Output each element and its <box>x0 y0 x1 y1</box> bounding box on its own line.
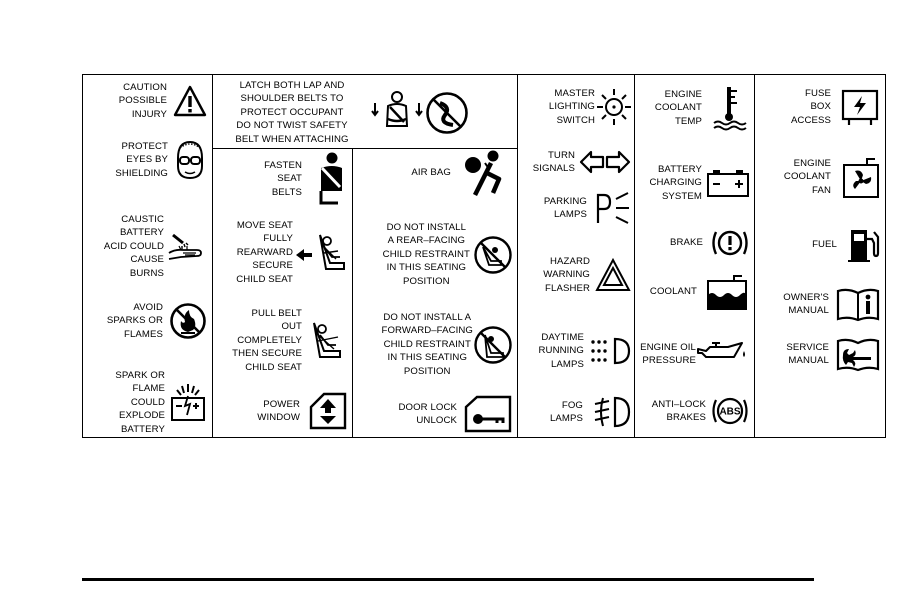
symbol-fuel <box>759 227 881 263</box>
abs-icon <box>710 393 750 429</box>
footer-rule <box>82 578 814 581</box>
engine-coolant-fan-label: ENGINE COOLANT FAN <box>783 157 831 196</box>
column-divider <box>352 149 353 437</box>
fuel-label: FUEL <box>812 239 837 251</box>
parking-lamps-label: PARKING LAMPS <box>543 195 587 220</box>
no-rear-facing-seat-icon <box>473 235 513 275</box>
pull-belt-label: PULL BELT OUT COMPLETELY THEN SECURE CHILD SEAT <box>232 308 302 373</box>
move-seat-label: MOVE SEAT FULLY REARWARD SECURE CHILD SEAT <box>236 220 293 285</box>
symbol-hazard <box>521 255 631 295</box>
symbol-no-forward-facing <box>357 311 513 378</box>
fasten-belts-label: FASTEN SEAT BELTS <box>264 159 302 198</box>
power-window-icon <box>308 391 348 431</box>
brake-label: BRAKE <box>669 237 703 249</box>
symbol-caustic-acid <box>89 213 207 280</box>
symbol-turn-signals <box>521 149 631 176</box>
service-manual-icon <box>835 335 881 373</box>
symbol-chart <box>82 74 886 438</box>
no-rear-facing-label: DO NOT INSTALL A REAR–FACING CHILD RESTRAINT IN THIS SEATING POSITION <box>382 222 470 287</box>
anti-lock-label: ANTI–LOCK BRAKES <box>651 398 706 423</box>
symbol-daytime-lamps <box>521 331 631 371</box>
symbol-caution <box>89 81 207 121</box>
owners-manual-icon <box>835 285 881 323</box>
oil-can-icon <box>696 339 750 369</box>
fog-lamps-label: FOG LAMPS <box>549 399 583 424</box>
turn-signals-label: TURN SIGNALS <box>532 150 575 175</box>
no-forward-facing-label: DO NOT INSTALL A FORWARD–FACING CHILD RESTRAINT IN THIS SEATING POSITION <box>381 312 473 377</box>
symbol-fasten-belts <box>217 151 348 207</box>
door-lock-key-icon <box>463 395 513 433</box>
warning-triangle-icon <box>173 85 207 117</box>
caustic-acid-label: CAUSTIC BATTERY ACID COULD CAUSE BURNS <box>103 214 164 279</box>
symbol-battery-charging <box>638 163 750 203</box>
symbol-fog-lamps <box>521 395 631 429</box>
latch-belts-label: LATCH BOTH LAP AND SHOULDER BELTS TO PROTECT OCCUPANT DO NOT TWIST SAFETY BELT WHEN ATTACHING <box>235 80 349 145</box>
symbol-protect-eyes <box>89 139 207 181</box>
symbol-master-lighting <box>521 87 631 127</box>
symbol-engine-coolant-fan <box>759 155 881 199</box>
abs-icon-text: ABS <box>719 406 741 418</box>
air-bag-icon <box>463 149 513 197</box>
symbol-coolant <box>638 273 750 311</box>
symbol-air-bag <box>357 149 513 197</box>
coolant-label: COOLANT <box>649 286 697 298</box>
fuse-box-label: FUSE BOX ACCESS <box>790 88 831 126</box>
daytime-lamps-label: DAYTIME RUNNING LAMPS <box>538 332 584 370</box>
coolant-temp-icon <box>712 85 750 131</box>
symbol-engine-coolant-temp <box>638 85 750 131</box>
door-lock-label: DOOR LOCK UNLOCK <box>398 401 457 426</box>
daytime-running-lamps-icon <box>589 336 631 366</box>
no-flames-icon <box>169 302 207 340</box>
spark-explode-label: SPARK OR FLAME COULD EXPLODE BATTERY <box>115 370 165 435</box>
turn-signal-arrows-icon <box>579 149 631 175</box>
parking-lamps-icon <box>595 191 631 225</box>
no-twist-belt-icon <box>425 91 469 135</box>
column-divider <box>634 75 635 437</box>
brake-warning-icon <box>710 225 750 261</box>
symbol-fuse-box <box>759 87 881 127</box>
hazard-label: HAZARD WARNING FLASHER <box>543 256 590 294</box>
power-window-label: POWER WINDOW <box>257 398 300 423</box>
fog-lamps-icon <box>591 395 631 429</box>
battery-icon <box>706 168 750 198</box>
caution-label: CAUTION POSSIBLE INJURY <box>118 82 167 120</box>
coolant-fan-icon <box>841 155 881 199</box>
owners-manual-label: OWNER'S MANUAL <box>783 291 829 316</box>
hazard-triangle-icon <box>595 258 631 292</box>
symbol-service-manual <box>759 335 881 373</box>
symbol-move-seat <box>217 219 348 286</box>
column-divider <box>754 75 755 437</box>
acid-burn-hand-icon <box>167 229 207 265</box>
latch-belt-icon <box>371 89 423 137</box>
seat-belt-icon <box>312 151 348 207</box>
avoid-sparks-label: AVOID SPARKS OR FLAMES <box>106 302 163 340</box>
symbol-spark-explode <box>89 369 207 436</box>
master-lighting-icon <box>597 87 631 127</box>
engine-coolant-temp-label: ENGINE COOLANT TEMP <box>654 88 702 127</box>
master-lighting-label: MASTER LIGHTING SWITCH <box>548 88 595 126</box>
symbol-avoid-sparks <box>89 301 207 341</box>
symbol-door-lock <box>357 395 513 433</box>
air-bag-label: AIR BAG <box>411 167 451 179</box>
fuse-box-icon <box>839 88 881 126</box>
symbol-parking-lamps <box>521 191 631 225</box>
symbol-latch-belts <box>217 79 513 146</box>
column-divider <box>212 75 213 437</box>
child-seat-belt-icon <box>308 317 348 365</box>
battery-charging-label: BATTERY CHARGING SYSTEM <box>649 164 702 202</box>
coolant-reservoir-icon <box>704 273 750 311</box>
service-manual-label: SERVICE MANUAL <box>786 341 829 366</box>
fuel-pump-icon <box>847 227 881 263</box>
no-forward-facing-seat-icon <box>473 325 513 365</box>
protect-eyes-label: PROTECT EYES BY SHIELDING <box>115 140 168 179</box>
child-seat-rearward-icon <box>294 229 348 277</box>
symbol-power-window <box>217 391 348 431</box>
symbol-owners-manual <box>759 285 881 323</box>
symbol-brake <box>638 225 750 261</box>
symbol-anti-lock <box>638 393 750 429</box>
symbol-pull-belt <box>217 307 348 374</box>
symbol-engine-oil <box>638 339 750 369</box>
battery-explosion-icon <box>169 382 207 424</box>
face-shield-icon <box>173 139 207 181</box>
engine-oil-label: ENGINE OIL PRESSURE <box>640 341 696 366</box>
symbol-no-rear-facing <box>357 221 513 288</box>
column-divider <box>517 75 518 437</box>
